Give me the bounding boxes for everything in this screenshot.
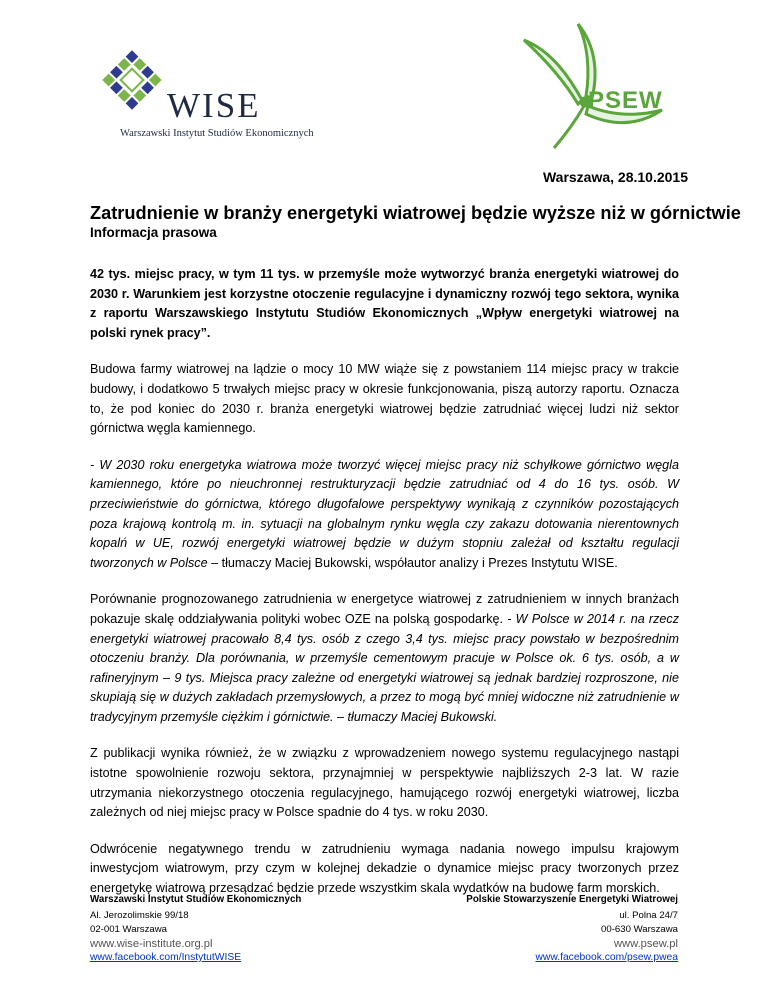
lead-paragraph: 42 tys. miejsc pracy, w tym 11 tys. w przemyśle może wytworzyć branża energetyki wiatrowej do 2030 r. Warunkiem jest korzystne otoczenie regulacyjne i dynamiczny rozwój tego sektora, wynika z raportu Warszawskiego Instytutu Studiów Ekonomicznych „Wpływ energetyki wiatrowej na polski rynek pracy”. xyxy=(90,267,679,340)
quote-text-2: - W Polsce w 2014 r. na rzecz energetyki wiatrowej pracowało 8,4 tys. osób z czego 3,4 tys. miejsc pracy powstało w bezpośrednim otoczeniu branży. Dla porównania, w przemyśle cementowym pracuje w Polsce ok. 6 tys. osób, a w rafineryjnym – 9 tys. Miejsca pracy zależne od energetyki wiatrowej są jednak bardziej rozproszone, nie skupiają się w dużych zakładach przemysłowych, a przez to mogą być mniej widoczne niż zatrudnienie w tradycyjnym przemyśle ciężkim i górnictwie. – tłumaczy Maciej Bukowski. xyxy=(90,611,679,724)
footer-wise-street: Al. Jerozolimskie 99/18 xyxy=(90,910,189,921)
footer-psew-name: Polskie Stowarzyszenie Energetyki Wiatrowej xyxy=(466,894,678,905)
psew-logo xyxy=(520,22,670,152)
wise-subtitle: Warszawski Instytut Studiów Ekonomicznych xyxy=(120,128,314,139)
footer-wise-city: 02-001 Warszawa xyxy=(90,924,167,935)
page-subtitle: Informacja prasowa xyxy=(90,225,217,240)
footer-wise-contact xyxy=(90,893,301,965)
psew-wordmark: PSEW xyxy=(588,87,663,114)
footer-psew-city: 00-630 Warszawa xyxy=(601,924,678,935)
paragraph-2 xyxy=(90,456,679,574)
paragraph-5: Odwrócenie negatywnego trendu w zatrudnieniu wymaga nadania nowego impulsu krajowym inwestycjom wiatrowym, przy czym w kolejnej dekadzie o dynamice miejsc pracy tworzonych przez energetykę wiatrową przesądzać będzie przede wszystkim skala wydatków na budowę farm morskich. xyxy=(90,841,679,896)
footer-psew-street: ul. Polna 24/7 xyxy=(619,910,678,921)
page-title: Zatrudnienie w branży energetyki wiatrowej będzie wyższe niż w górnictwie xyxy=(90,203,741,223)
paragraph-3 xyxy=(90,590,679,727)
footer-wise-facebook-link[interactable]: www.facebook.com/InstytutWISE xyxy=(90,952,242,963)
footer-wise-name: Warszawski Instytut Studiów Ekonomicznych xyxy=(90,894,302,905)
paragraph-3-text: Porównanie prognozowanego zatrudnienia w energetyce wiatrowej z zatrudnieniem w innych branżach pokazuje skalę oddziaływania polityki wobec OZE na polską gospodarkę. xyxy=(90,592,679,626)
quote-attribution: – tłumaczy Maciej Bukowski, współautor analizy i Prezes Instytutu WISE. xyxy=(207,555,618,570)
quote-text: - W 2030 roku energetyka wiatrowa może tworzyć więcej miejsc pracy niż schyłkowe górnictwo węgla kamiennego, które po nieuchronnej restrukturyzacji będzie zatrudniać od 4 do 16 tys. osób. W przeciwieństwie do górnictwa, którego długofalowe perspektywy wynikają z czynników pozostających poza krajową kontrolą m. in. sytuacji na globalnym rynku węgla czy zakazu dotowania nierentownych kopalń w UE, rozwój energetyki wiatrowej będzie w dużym stopniu zależał od kształtu regulacji tworzonych w Polsce xyxy=(90,457,679,570)
footer-psew-facebook-link[interactable]: www.facebook.com/psew.pwea xyxy=(535,952,678,963)
wise-logo xyxy=(100,42,360,142)
footer-wise-website[interactable]: www.wise-institute.org.pl xyxy=(90,938,213,950)
wise-diamond-mark-icon xyxy=(100,42,164,122)
footer-psew-contact xyxy=(466,893,678,965)
paragraph-4: Z publikacji wynika również, że w związku z wprowadzeniem nowego systemu regulacyjnego nastąpi istotne spowolnienie rozwoju sektora, przynajmniej w perspektywie najbliższych 2-3 lat. W razie utrzymania niekorzystnego otoczenia regulacyjnego, hamującego rozwój energetyki wiatrowej, liczba zależnych od niej miejsc pracy w Polsce spadnie do 4 tys. w roku 2030. xyxy=(90,746,679,820)
date-line: Warszawa, 28.10.2015 xyxy=(542,169,688,185)
paragraph-1: Budowa farmy wiatrowej na lądzie o mocy 10 MW wiąże się z powstaniem 114 miejsc pracy w trakcie budowy, i dodatkowo 5 trwałych miejsc pracy w okresie funkcjonowania, piszą autorzy raportu. Oznacza to, że pod koniec do 2030 r. branża energetyki wiatrowej będzie zatrudniać więcej ludzi niż sektor górnictwa węgla kamiennego. xyxy=(90,362,679,436)
wise-wordmark: WISE xyxy=(167,86,261,125)
article-body xyxy=(90,265,679,916)
wind-turbine-icon xyxy=(524,24,662,148)
footer-psew-website[interactable]: www.psew.pl xyxy=(613,938,678,950)
